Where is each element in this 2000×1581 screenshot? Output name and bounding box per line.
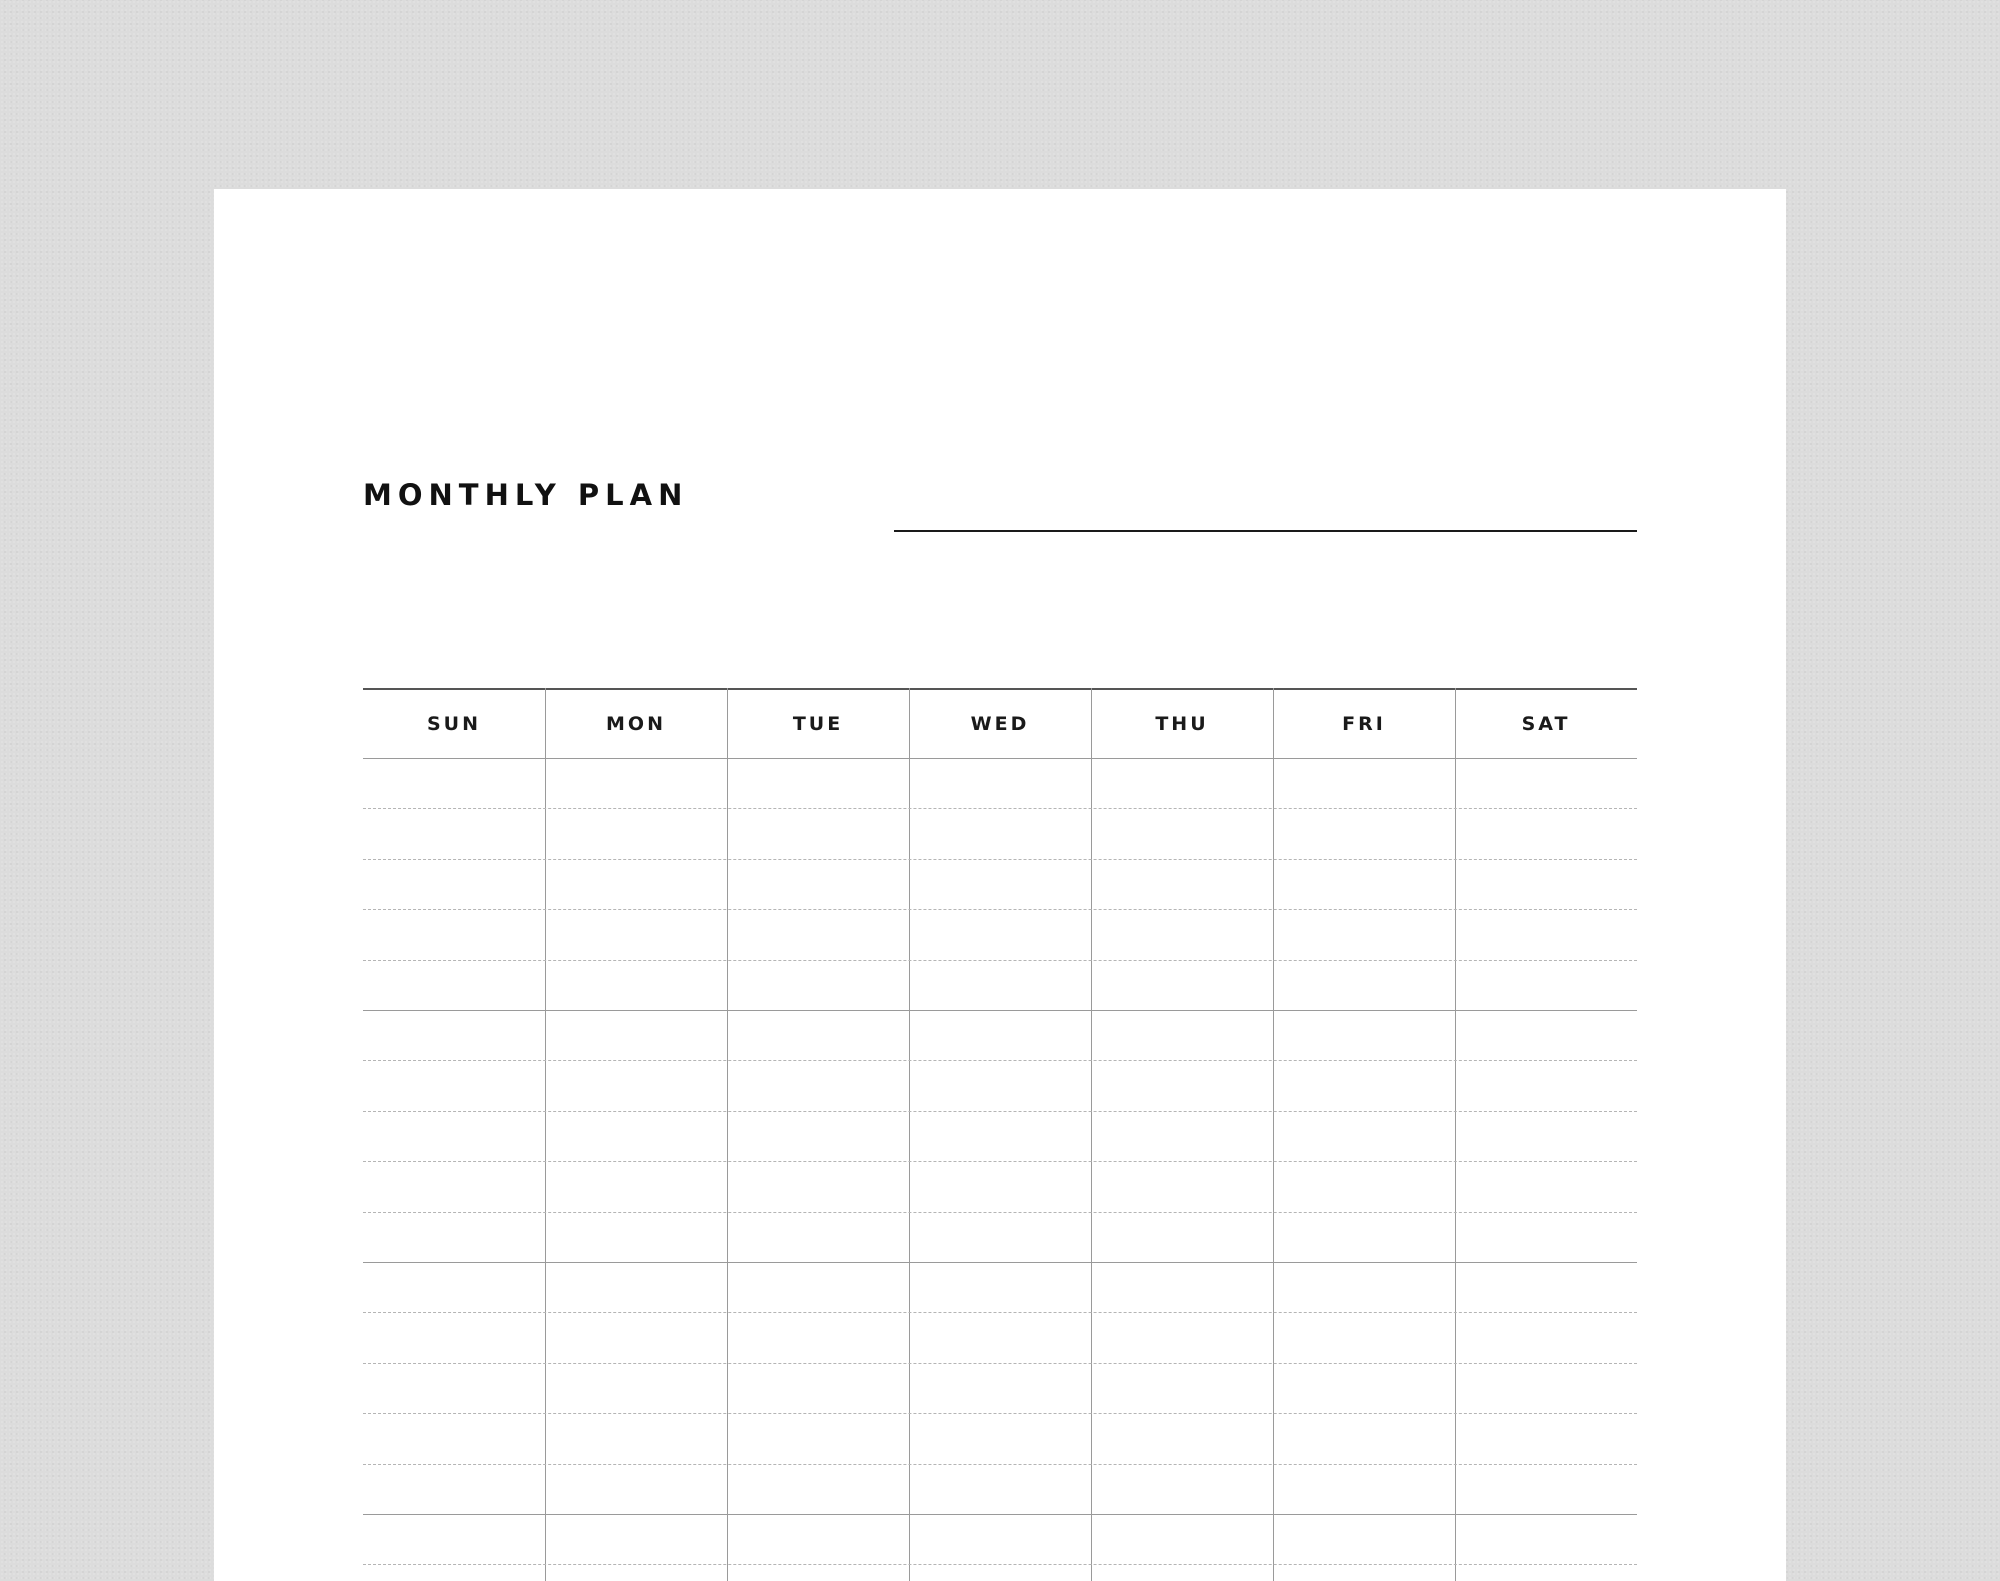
weekday-header-sun: SUN bbox=[426, 713, 481, 735]
week-divider bbox=[363, 1262, 1637, 1263]
weekday-header-fri: FRI bbox=[1342, 713, 1386, 735]
writing-line bbox=[363, 1212, 1637, 1213]
column-divider bbox=[545, 688, 546, 1581]
planner-sheet bbox=[214, 189, 1786, 1581]
column-divider bbox=[1455, 688, 1456, 1581]
weekday-header-tue: TUE bbox=[792, 713, 844, 735]
week-divider bbox=[363, 1010, 1637, 1011]
writing-line bbox=[363, 1111, 1637, 1112]
writing-line bbox=[363, 808, 1637, 809]
calendar-grid bbox=[363, 688, 1637, 1581]
writing-line bbox=[363, 859, 1637, 860]
week-divider bbox=[363, 1514, 1637, 1515]
writing-line bbox=[363, 1060, 1637, 1061]
page-title: MONTHLY PLAN bbox=[363, 478, 689, 512]
column-divider bbox=[1091, 688, 1092, 1581]
weekday-header-sat: SAT bbox=[1521, 713, 1571, 735]
column-divider bbox=[1273, 688, 1274, 1581]
writing-line bbox=[363, 909, 1637, 910]
weekday-header-thu: THU bbox=[1155, 713, 1209, 735]
writing-line bbox=[363, 1564, 1637, 1565]
weekday-header-mon: MON bbox=[606, 713, 666, 735]
writing-line bbox=[363, 1413, 1637, 1414]
month-write-line bbox=[894, 530, 1637, 532]
column-divider bbox=[909, 688, 910, 1581]
writing-line bbox=[363, 1312, 1637, 1313]
writing-line bbox=[363, 1363, 1637, 1364]
writing-line bbox=[363, 1161, 1637, 1162]
column-divider bbox=[727, 688, 728, 1581]
writing-line bbox=[363, 1464, 1637, 1465]
writing-line bbox=[363, 960, 1637, 961]
weekday-header-wed: WED bbox=[970, 713, 1030, 735]
weekday-header-row bbox=[363, 688, 1637, 759]
